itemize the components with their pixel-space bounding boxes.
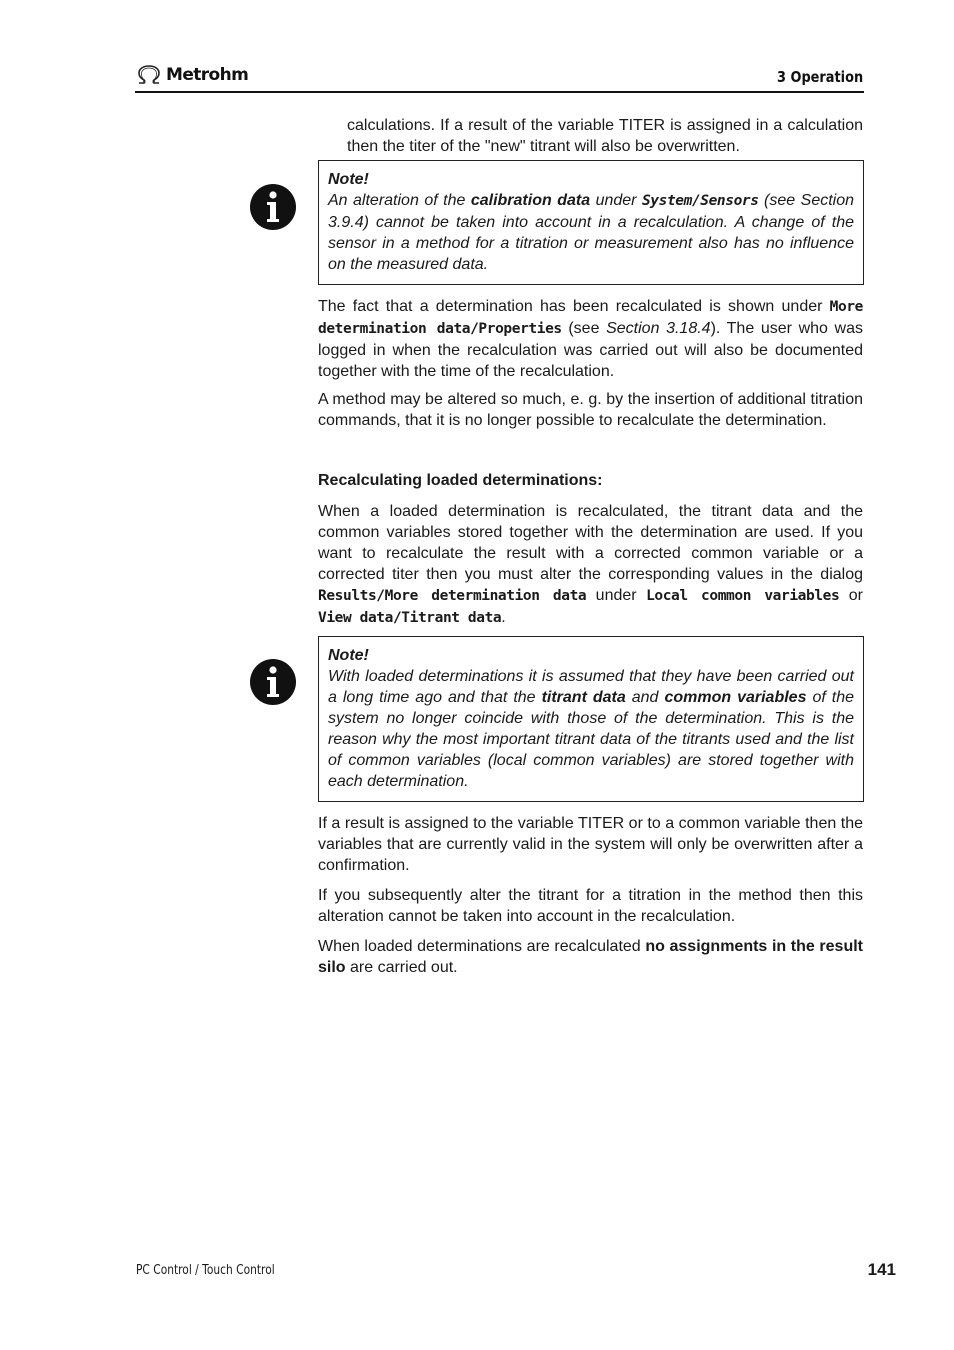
note-box-calibration: [318, 160, 864, 285]
section-heading: Recalculating loaded determinations:: [318, 472, 603, 489]
footer-product: PC Control / Touch Control: [136, 1263, 275, 1278]
menu-path: Results/More determination data: [318, 588, 587, 604]
info-icon: [250, 184, 296, 230]
paragraph-loaded-determination: When a loaded determination is recalculated, the titrant data and the common variables stored together with the determination are used. If you want to recalculate the result with a corrected common variable or a corrected titer then you must alter the corresponding values in the dialog Results/More determination data under Local common variables or View data/Titrant data.: [318, 503, 864, 626]
paragraph-no-assignments: When loaded determinations are recalculated no assignments in the result silo are carried out.: [318, 938, 863, 976]
note-title: Note!: [328, 647, 369, 664]
menu-path: Local common variables: [646, 588, 840, 604]
header-logo: [136, 64, 248, 86]
note-title: Note!: [328, 171, 369, 188]
header-rule: [135, 91, 864, 93]
section-title: 3 Operation: [776, 68, 863, 86]
paragraph-alter-titrant: If you subsequently alter the titrant for a titration in the method then this alteration cannot be taken into account in the recalculation.: [318, 887, 863, 925]
info-icon: [250, 659, 296, 705]
note-text: With loaded determinations it is assumed that they have been carried out a long time ago and that the titrant data and common variables of the system no longer coincide with those of the determination. This is the reason why the most important titrant data of the titrants used and the list of common variables (local common variables) are stored together with each determination.: [328, 668, 855, 790]
menu-path: System/Sensors: [641, 193, 759, 209]
page-number: 141: [867, 1260, 896, 1279]
paragraph-recalculated-shown: The fact that a determination has been recalculated is shown under More determination data/Properties (see Section 3.18.4). The user who was logged in when the recalculation was carried out will also be documented together with the time of the recalculation.: [318, 298, 863, 380]
menu-path: More determination data/Properties: [318, 299, 863, 337]
note-text: An alteration of the calibration data under System/Sensors (see Section 3.9.4) cannot be taken into account in a recalculation. A change of the sensor in a method for a titration or measurement also has no influence on the measured data.: [328, 192, 855, 273]
omega-logo-icon: [136, 65, 162, 85]
paragraph-titer-assignment: If a result is assigned to the variable TITER or to a common variable then the variables that are currently valid in the system will only be overwritten after a confirmation.: [318, 815, 863, 874]
paragraph-continuation: calculations. If a result of the variable TITER is assigned in a calculation then the titer of the "new" titrant will also be overwritten.: [347, 117, 863, 155]
note-box-loaded-determinations: [318, 636, 864, 802]
paragraph-method-altered: A method may be altered so much, e. g. by the insertion of additional titration commands, that it is no longer possible to recalculate the determination.: [318, 391, 863, 429]
menu-path: View data/Titrant data: [318, 610, 502, 626]
logo-text: Metrohm: [166, 65, 249, 85]
